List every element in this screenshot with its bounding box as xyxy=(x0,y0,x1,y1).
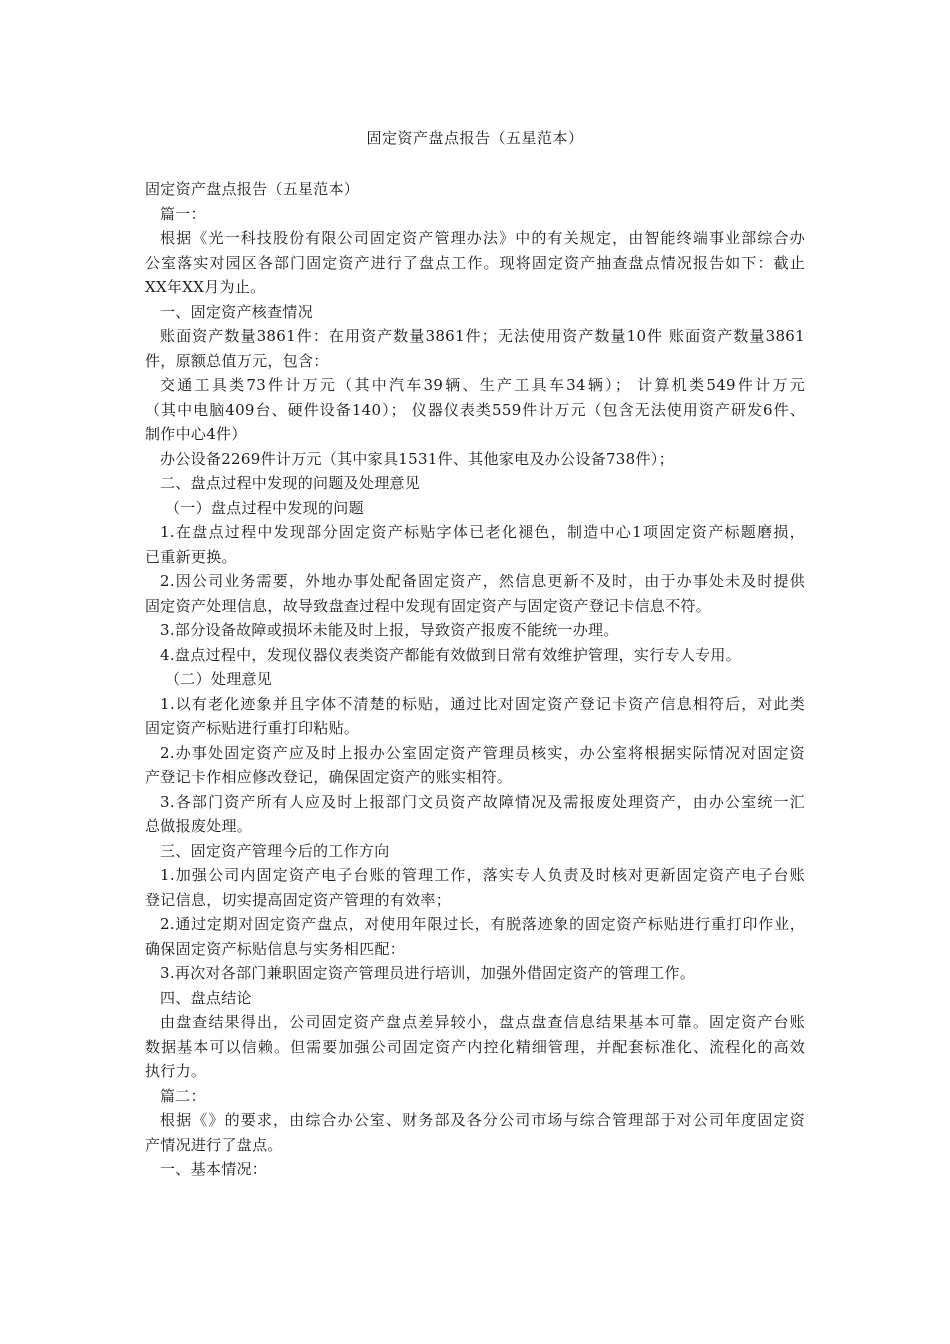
document-line: 篇一： xyxy=(160,204,206,223)
document-line: 1.在盘点过程中发现部分固定资产标贴字体已老化褪色，制造中心1项固定资产标题磨损， xyxy=(160,523,805,541)
document-line: 2.通过定期对固定资产盘点，对使用年限过长，有脱落迹象的固定资产标贴进行重打印作业， xyxy=(160,915,805,933)
document-line: 2.办事处固定资产应及时上报办公室固定资产管理员核实，办公室将根据实际情况对固定资 xyxy=(160,743,805,762)
document-line: 数据基本可以信赖。但需要加强公司固定资产内控化精细管理，并配套标准化、流程化的高效 xyxy=(145,1037,805,1056)
document-line: 四、盘点结论 xyxy=(160,988,252,1007)
document-line: 3.再次对各部门兼职固定资产管理员进行培训，加强外借固定资产的管理工作。 xyxy=(160,964,696,982)
document-line: 公室落实对园区各部门固定资产进行了盘点工作。现将固定资产抽查盘点情况报告如下：截止 xyxy=(145,253,805,272)
document-line: 执行力。 xyxy=(145,1062,207,1080)
document-line: 制作中心4件） xyxy=(145,425,247,443)
document-title: 固定资产盘点报告（五星范本） xyxy=(366,129,584,147)
document-line: 3.部分设备故障或损坏未能及时上报，导致资产报废不能统一办理。 xyxy=(160,621,619,639)
document-line: 1.以有老化迹象并且字体不清楚的标贴，通过比对固定资产登记卡资产信息相符后，对此类 xyxy=(160,694,805,713)
document-line: 由盘查结果得出，公司固定资产盘点差异较小，盘点盘查信息结果基本可靠。固定资产台账 xyxy=(160,1013,805,1031)
document-line: 交通工具类73件计万元（其中汽车39辆、生产工具车34辆）； 计算机类549件计万元 xyxy=(160,376,805,394)
document-line: 产登记卡作相应修改登记，确保固定资产的账实相符。 xyxy=(145,768,513,786)
document-line: 1.加强公司内固定资产电子台账的管理工作，落实专人负责及时核对更新固定资产电子台账 xyxy=(160,866,805,884)
document-line: 产情况进行了盘点。 xyxy=(145,1135,283,1154)
document-line: 登记信息，切实提高固定资产管理的有效率； xyxy=(145,890,452,909)
document-line: 账面资产数量3861件：在用资产数量3861件；无法使用资产数量10件 账面资产数量3861 xyxy=(160,327,805,345)
document-line: 总做报废处理。 xyxy=(145,817,253,835)
document-line: 篇二： xyxy=(160,1086,206,1105)
document-line: 办公设备2269件计万元（其中家具1531件、其他家电及办公设备738件）； xyxy=(160,449,674,468)
document-line: 件，原额总值万元，包含： xyxy=(145,351,329,370)
document-line: 确保固定资产标贴信息与实务相匹配： xyxy=(145,939,406,958)
document-line: 固定资产处理信息，故导致盘查过程中发现有固定资产与固定资产登记卡信息不符。 xyxy=(145,596,712,615)
document-line: 根据《》的要求，由综合办公室、财务部及各分公司市场与综合管理部于对公司年度固定资 xyxy=(160,1111,805,1129)
document-line: 固定资产盘点报告（五星范本） xyxy=(145,180,360,198)
document-line: 一、固定资产核查情况 xyxy=(160,302,314,321)
document-line: 一、基本情况： xyxy=(160,1160,268,1178)
document-line: 4.盘点过程中，发现仪器仪表类资产都能有效做到日常有效维护管理，实行专人专用。 xyxy=(160,645,742,664)
document-line: （二）处理意见 xyxy=(165,670,273,688)
document-line: （其中电脑409台、硬件设备140）； 仪器仪表类559件计万元（包含无法使用资产研发6件、 xyxy=(145,400,805,419)
document-line: 根据《光一科技股份有限公司固定资产管理办法》中的有关规定，由智能终端事业部综合办 xyxy=(160,229,805,247)
document-line: 二、盘点过程中发现的问题及处理意见 xyxy=(160,474,421,492)
document-line: （一）盘点过程中发现的问题 xyxy=(165,498,364,517)
document-line: 已重新更换。 xyxy=(145,547,237,566)
document-line: 2.因公司业务需要，外地办事处配备固定资产，然信息更新不及时，由于办事处未及时提供 xyxy=(160,572,805,590)
document-line: XX年XX月为止。 xyxy=(145,278,266,296)
document-body xyxy=(145,177,805,1182)
document-line: 固定资产标贴进行重打印粘贴。 xyxy=(145,719,360,737)
document-line: 3.各部门资产所有人应及时上报部门文员资产故障情况及需报废处理资产，由办公室统一汇 xyxy=(160,792,805,811)
document-line: 三、固定资产管理今后的工作方向 xyxy=(160,841,390,860)
